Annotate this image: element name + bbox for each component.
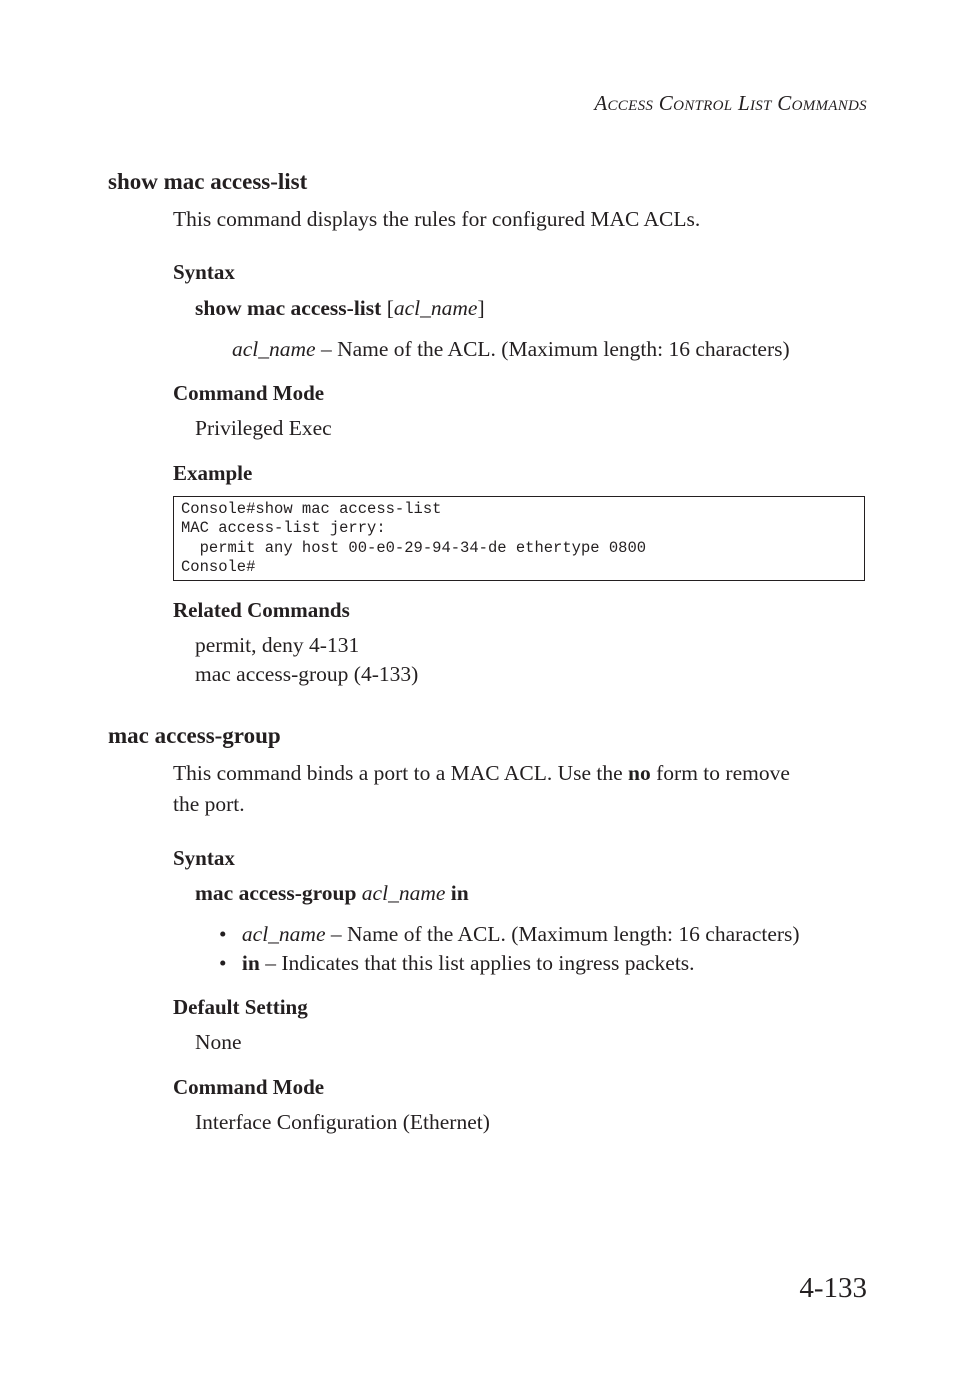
code-line: MAC access-list jerry:	[181, 519, 386, 537]
desc-bold-no: no	[628, 761, 651, 785]
default-setting-heading: Default Setting	[173, 995, 308, 1019]
code-line: Console#	[181, 558, 256, 576]
syntax-command: mac access-group	[195, 881, 357, 905]
param-description: – Name of the ACL. (Maximum length: 16 characters)	[315, 337, 790, 361]
syntax-param: acl_name	[393, 296, 478, 320]
section-title-mac-access-group: mac access-group	[108, 723, 281, 748]
section1-description: This command displays the rules for configured MAC ACLs.	[173, 207, 701, 231]
syntax-close-bracket: ]	[477, 296, 485, 320]
header-word-access: ACCESS	[594, 91, 654, 115]
section2-syntax-heading: Syntax	[173, 846, 235, 870]
section2-command-mode-value: Interface Configuration (Ethernet)	[195, 1110, 490, 1134]
page-number: 4-133	[799, 1272, 867, 1304]
section2-syntax-line	[195, 881, 469, 906]
section-title-show-mac-access-list: show mac access-list	[108, 169, 308, 194]
bullet-description: – Indicates that this list applies to ingress packets.	[259, 951, 695, 975]
section1-syntax-line	[195, 296, 485, 321]
desc-text: This command binds a port to a MAC ACL. Use the	[173, 761, 629, 785]
section2-description-line2: the port.	[173, 792, 245, 816]
bullet-description: – Name of the ACL. (Maximum length: 16 characters)	[325, 922, 800, 946]
bullet-item-in	[219, 951, 695, 976]
bullet-icon: •	[219, 922, 227, 946]
section1-param-line	[232, 337, 790, 362]
running-header	[594, 91, 867, 116]
header-word-list: LIST	[737, 91, 772, 115]
header-word-control: CONTROL	[658, 91, 733, 115]
code-line: Console#show mac access-list	[181, 500, 442, 518]
example-heading: Example	[173, 461, 253, 485]
syntax-param: acl_name	[361, 881, 446, 905]
bullet-term: acl_name	[241, 922, 326, 946]
section1-command-mode-heading: Command Mode	[173, 381, 325, 405]
syntax-keyword: in	[450, 881, 469, 905]
related-commands-heading: Related Commands	[173, 598, 350, 622]
related-command-item: mac access-group (4-133)	[195, 662, 419, 686]
code-line: permit any host 00-e0-29-94-34-de ethertype 0800	[181, 539, 647, 557]
bullet-icon: •	[219, 951, 227, 975]
section2-command-mode-heading: Command Mode	[173, 1075, 325, 1099]
section1-command-mode-value: Privileged Exec	[195, 416, 332, 440]
syntax-command: show mac access-list	[195, 296, 382, 320]
desc-text: form to remove	[650, 761, 790, 785]
header-word-commands: COMMANDS	[777, 91, 867, 115]
syntax-open-bracket: [	[386, 296, 394, 320]
example-code-box	[173, 496, 865, 581]
param-name: acl_name	[232, 337, 316, 361]
related-command-item: permit, deny 4-131	[195, 633, 360, 657]
default-setting-value: None	[195, 1030, 242, 1054]
section1-syntax-heading: Syntax	[173, 260, 235, 284]
section2-description-line1	[173, 761, 790, 786]
bullet-item-acl-name	[219, 922, 800, 947]
bullet-term: in	[241, 951, 260, 975]
